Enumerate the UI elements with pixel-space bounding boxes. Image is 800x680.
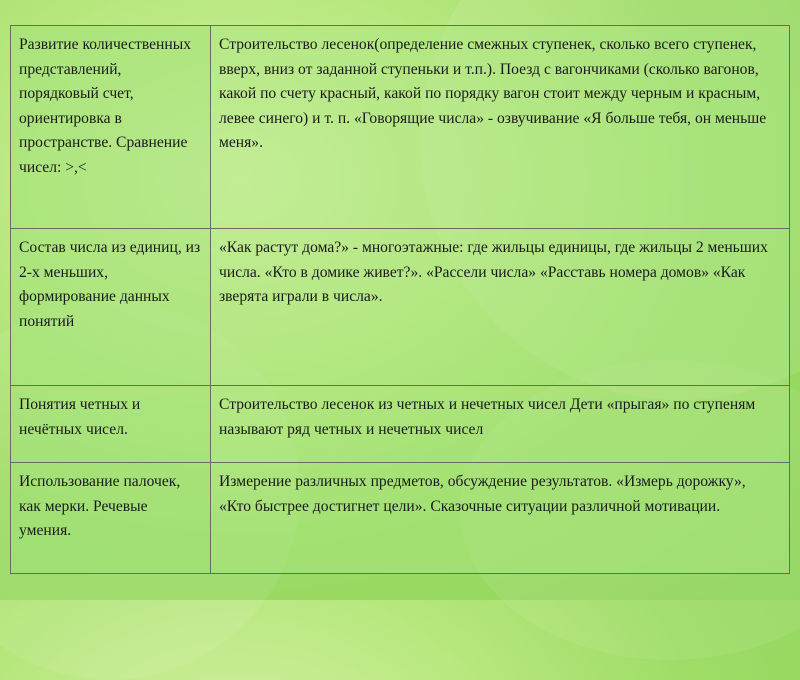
topic-cell: Состав числа из единиц, из 2-х меньших, формирование данных понятий	[11, 229, 211, 386]
topic-cell: Развитие количественных представлений, порядковый счет, ориентировка в пространстве. Сравнение чисел: >,<	[11, 26, 211, 229]
table-row	[11, 463, 790, 574]
topic-cell: Понятия четных и нечётных чисел.	[11, 386, 211, 463]
activities-cell: Измерение различных предметов, обсуждение результатов. «Измерь дорожку», «Кто быстрее достигнет цели». Сказочные ситуации различной мотивации.	[211, 463, 790, 574]
table-row	[11, 26, 790, 229]
activities-cell: «Как растут дома?» - многоэтажные: где жильцы единицы, где жильцы 2 меньших числа. «Кто в домике живет?». «Рассели числа» «Расставь номера домов» «Как зверята играли в числа».	[211, 229, 790, 386]
table-row	[11, 229, 790, 386]
activities-cell: Строительство лесенок(определение смежных ступенек, сколько всего ступенек, вверх, вниз от заданной ступеньки и т.п.). Поезд с вагончиками (сколько вагонов, какой по счету красный, какой по порядку вагон стоит между черным и красным, левее синего) и т. п. «Говорящие числа» - озвучивание «Я больше тебя, он меньше меня».	[211, 26, 790, 229]
activities-cell: Строительство лесенок из четных и нечетных чисел Дети «прыгая» по ступеням называют ряд четных и нечетных чисел	[211, 386, 790, 463]
topic-cell: Использование палочек, как мерки. Речевые умения.	[11, 463, 211, 574]
table-row	[11, 386, 790, 463]
content-table	[10, 25, 790, 574]
